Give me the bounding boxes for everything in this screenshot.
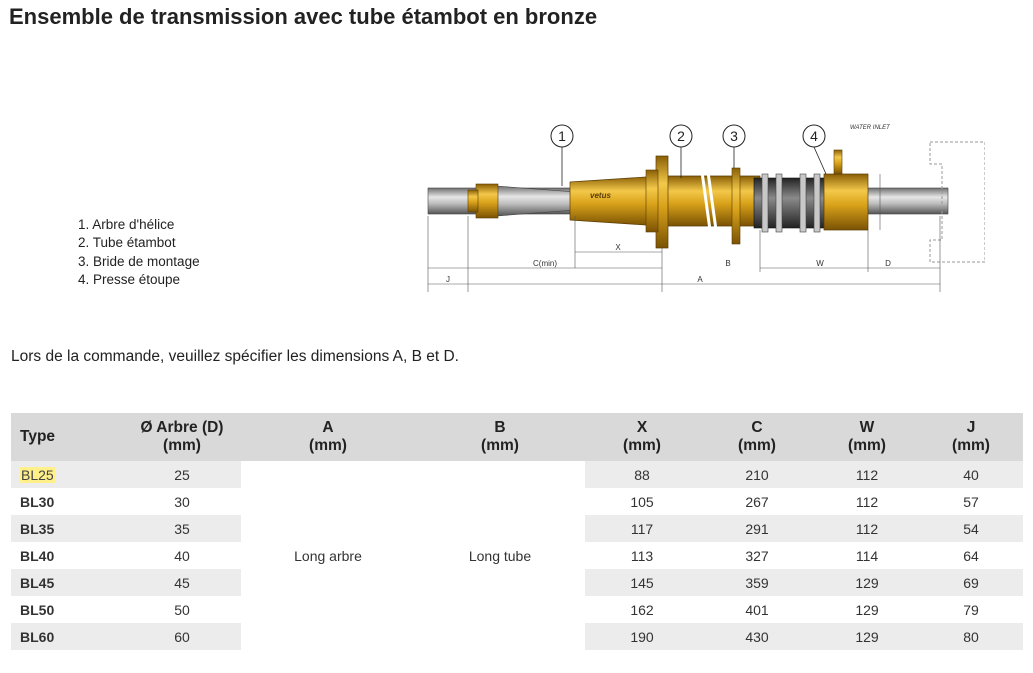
cell-x: 105 (630, 493, 654, 510)
cell-x: 117 (585, 515, 699, 542)
hose-clamp (814, 174, 820, 232)
cell-x: 162 (630, 601, 654, 618)
header-b-label: B (494, 419, 506, 436)
dim-label-d: D (885, 259, 891, 268)
cell-c: 401 (745, 601, 769, 618)
parts-legend-item: 2. Tube étambot (78, 235, 176, 251)
header-w (815, 413, 919, 461)
stern-flange-hub (646, 170, 658, 232)
callout-2 (670, 125, 692, 178)
hose-clamp (776, 174, 782, 232)
parts-legend (78, 216, 200, 289)
svg-text:3: 3 (730, 128, 738, 144)
prop-cap (468, 190, 478, 212)
header-x (585, 413, 699, 461)
callout-1 (551, 125, 573, 186)
cell-w: 112 (815, 461, 919, 488)
header-type: Type (11, 413, 123, 461)
callout-3 (723, 125, 745, 168)
hose-clamp (762, 174, 768, 232)
header-b (415, 413, 585, 461)
dim-label-x: X (615, 243, 621, 252)
header-d-unit: (mm) (163, 437, 201, 454)
parts-legend-item: 3. Bride de montage (78, 253, 200, 269)
cell-type: BL50 (20, 601, 55, 618)
header-c-label: C (751, 419, 763, 436)
mounting-bracket (732, 168, 740, 244)
cell-c: 430 (699, 623, 815, 650)
cell-c: 210 (699, 461, 815, 488)
highlighted-type: BL25 (21, 466, 54, 483)
header-j-label: J (966, 419, 976, 436)
dim-label-j: J (446, 275, 450, 284)
svg-text:4: 4 (810, 128, 818, 144)
cell-d: 45 (123, 569, 241, 596)
cell-type: BL60 (11, 623, 123, 650)
dim-label-a: A (697, 275, 703, 284)
cell-j: 69 (919, 569, 1023, 596)
parts-legend-item: 4. Presse étoupe (78, 271, 181, 287)
cell-j: 79 (963, 601, 979, 618)
specs-table (11, 413, 1023, 650)
header-a-label: A (322, 419, 334, 436)
cell-type: BL35 (11, 515, 123, 542)
cell-a-merged: Long arbre (241, 461, 415, 650)
dim-label-c: C(min) (533, 259, 557, 268)
callout-4 (803, 125, 826, 174)
cell-x: 145 (585, 569, 699, 596)
cell-type (11, 461, 123, 488)
page-title: Ensemble de transmission avec tube étambot en bronze (9, 4, 598, 29)
cell-d: 30 (174, 493, 190, 510)
header-a-unit: (mm) (309, 437, 347, 454)
header-c-unit: (mm) (738, 437, 776, 454)
header-x-unit: (mm) (623, 437, 661, 454)
brand-mark: vetus (590, 191, 611, 200)
hose-clamp (800, 174, 806, 232)
header-w-label: W (859, 419, 875, 436)
header-a (241, 413, 415, 461)
header-j-unit: (mm) (952, 437, 990, 454)
cell-x: 113 (630, 547, 654, 564)
water-inlet-label: WATER INLET (850, 125, 890, 131)
svg-text:1: 1 (558, 128, 566, 144)
cell-j: 64 (963, 547, 979, 564)
dim-label-b: B (725, 259, 731, 268)
cell-j: 54 (919, 515, 1023, 542)
order-instruction: Lors de la commande, veuillez spécifier les dimensions A, B et D. (11, 348, 459, 365)
cell-d: 25 (123, 461, 241, 488)
cell-j: 80 (919, 623, 1023, 650)
cell-w: 114 (855, 547, 879, 564)
cell-w: 112 (855, 493, 879, 510)
shaft-assembly-diagram (410, 112, 985, 297)
header-b-unit: (mm) (481, 437, 519, 454)
cell-w: 112 (815, 515, 919, 542)
cell-w: 129 (815, 623, 919, 650)
water-inlet-fitting (834, 150, 842, 174)
cell-j: 57 (963, 493, 979, 510)
stuffing-box (824, 174, 868, 230)
parts-legend-item: 1. Arbre d'hélice (78, 217, 175, 232)
cell-type: BL30 (20, 493, 55, 510)
cell-b-merged: Long tube (415, 461, 585, 650)
table-row (11, 461, 1023, 488)
cell-w: 129 (855, 601, 879, 618)
header-x-label: X (636, 419, 648, 436)
cell-c: 359 (699, 569, 815, 596)
cell-type: BL40 (20, 547, 55, 564)
cell-d: 50 (174, 601, 190, 618)
cell-d: 40 (174, 547, 190, 564)
cell-c: 267 (745, 493, 769, 510)
cell-d: 35 (123, 515, 241, 542)
cell-x: 88 (585, 461, 699, 488)
header-j (919, 413, 1023, 461)
header-c (699, 413, 815, 461)
cell-j: 40 (919, 461, 1023, 488)
cell-c: 327 (745, 547, 769, 564)
header-w-unit: (mm) (848, 437, 886, 454)
prop-nut (476, 184, 498, 218)
svg-text:2: 2 (677, 128, 685, 144)
header-d (123, 413, 241, 461)
cell-w: 129 (815, 569, 919, 596)
table-header-row (11, 413, 1023, 461)
dim-label-w: W (816, 259, 824, 268)
cell-x: 190 (585, 623, 699, 650)
cell-type: BL45 (11, 569, 123, 596)
header-d-label: Ø Arbre (D) (140, 419, 224, 436)
cell-c: 291 (699, 515, 815, 542)
cell-d: 60 (123, 623, 241, 650)
